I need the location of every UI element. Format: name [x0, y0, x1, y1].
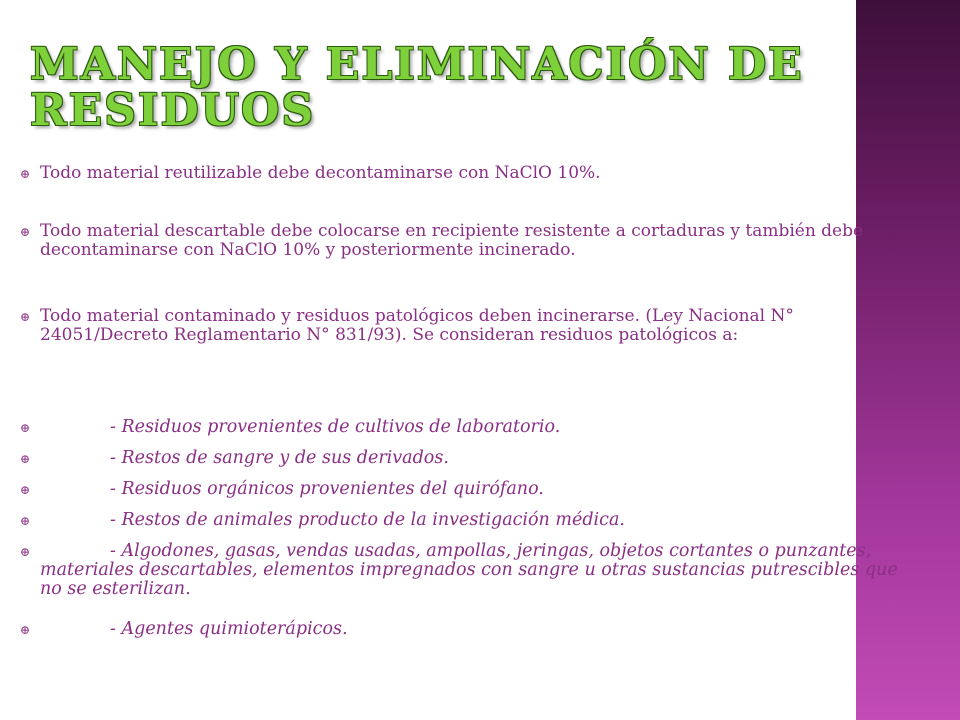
list-item-text: Todo material contaminado y residuos patológicos deben incinerarse. (Ley Nacional N° 24051/Decreto Reglamentario N° 831/93). Se consideran residuos patológicos a: — [40, 306, 794, 345]
list-item — [20, 164, 920, 183]
circled-plus-icon: ⊕ — [20, 421, 31, 435]
list-item-text: - Algodones, gasas, vendas usadas, ampollas, jeringas, objetos cortantes o punzantes, materiales descartables, elementos impregnados con sangre u otras sustancias putrescibles que no se esterilizan. — [40, 541, 898, 599]
list-item — [20, 307, 920, 345]
slide-title: MANEJO Y ELIMINACIÓN DE RESIDUOS — [30, 39, 804, 136]
list-item — [20, 480, 920, 499]
list-item — [20, 222, 920, 260]
list-item — [20, 449, 920, 468]
circled-plus-icon: ⊕ — [20, 545, 31, 559]
list-item-text: - Restos de animales producto de la investigación médica. — [110, 510, 625, 530]
circled-plus-icon: ⊕ — [20, 310, 31, 324]
circled-plus-icon: ⊕ — [20, 452, 31, 466]
list-item-text: - Residuos orgánicos provenientes del quirófano. — [110, 479, 544, 499]
list-item-text: Todo material reutilizable debe decontaminarse con NaClO 10%. — [40, 163, 601, 183]
circled-plus-icon: ⊕ — [20, 225, 31, 239]
list-item-text: - Residuos provenientes de cultivos de laboratorio. — [110, 417, 561, 437]
circled-plus-icon: ⊕ — [20, 167, 31, 181]
list-item-text: - Agentes quimioterápicos. — [110, 619, 348, 639]
circled-plus-icon: ⊕ — [20, 483, 31, 497]
list-item — [20, 418, 920, 437]
circled-plus-icon: ⊕ — [20, 514, 31, 528]
list-item — [20, 542, 920, 599]
list-item — [20, 620, 920, 639]
list-item — [20, 511, 920, 530]
list-item-text: Todo material descartable debe colocarse en recipiente resistente a cortaduras y también debe decontaminarse con NaClO 10% y posteriormente incinerado. — [40, 221, 864, 260]
list-item-text: - Restos de sangre y de sus derivados. — [110, 448, 449, 468]
circled-plus-icon: ⊕ — [20, 623, 31, 637]
